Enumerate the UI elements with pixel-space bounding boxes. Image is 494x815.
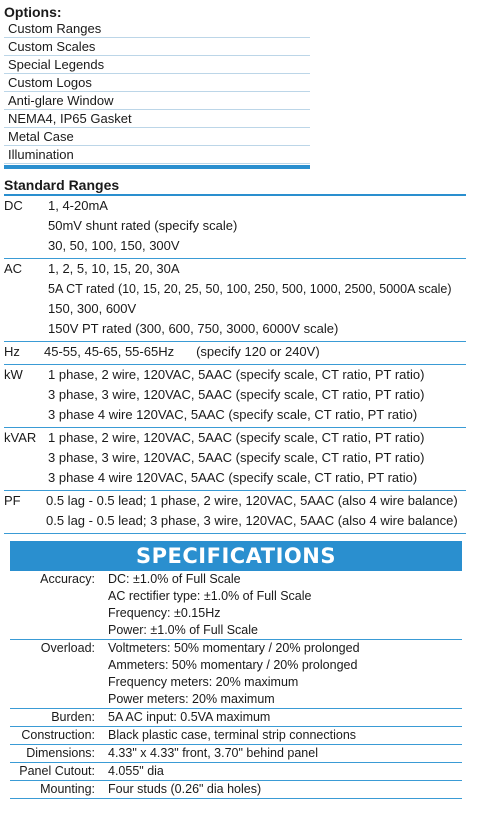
spec-row-construction [10, 727, 462, 745]
spec-label: Mounting: [40, 782, 95, 796]
spec-value: Four studs (0.26" dia holes) [108, 782, 262, 796]
spec-value: Black plastic case, terminal strip connections [108, 728, 357, 742]
spec-label: Burden: [51, 710, 95, 724]
specifications-title: SPECIFICATIONS [10, 541, 462, 571]
range-group-kvar [4, 428, 466, 491]
range-label: AC [4, 261, 23, 276]
range-label: DC [4, 198, 23, 213]
spec-value: Power meters: 20% maximum [108, 692, 275, 706]
spec-value: DC: ±1.0% of Full Scale [108, 572, 241, 586]
range-note: (specify 120 or 240V) [196, 344, 320, 359]
standard-ranges-title: Standard Ranges [4, 177, 120, 193]
range-value: 1, 4-20mA [48, 198, 108, 213]
range-value: 150, 300, 600V [48, 301, 137, 316]
range-group-hz [4, 342, 466, 365]
spec-label: Panel Cutout: [19, 764, 95, 778]
range-value: 150V PT rated (300, 600, 750, 3000, 6000V scale) [48, 321, 339, 336]
option-item: Custom Logos [4, 74, 310, 92]
spec-value: 5A AC input: 0.5VA maximum [108, 710, 271, 724]
option-item: NEMA4, IP65 Gasket [4, 110, 310, 128]
option-item: Special Legends [4, 56, 310, 74]
range-value: 5A CT rated (10, 15, 20, 25, 50, 100, 250, 500, 1000, 2500, 5000A scale) [48, 282, 452, 296]
options-divider [4, 165, 310, 169]
range-value: 45-55, 45-65, 55-65Hz [44, 344, 175, 359]
spec-row-mounting [10, 781, 462, 799]
spec-label: Dimensions: [26, 746, 95, 760]
range-group-kw [4, 365, 466, 428]
range-value: 1, 2, 5, 10, 15, 20, 30A [48, 261, 180, 276]
spec-value: 4.33" x 4.33" front, 3.70" behind panel [108, 746, 318, 760]
spec-label: Overload: [40, 641, 95, 655]
range-group-ac [4, 259, 466, 342]
spec-value: AC rectifier type: ±1.0% of Full Scale [108, 589, 312, 603]
range-value: 3 phase, 3 wire, 120VAC, 5AAC (specify scale, CT ratio, PT ratio) [48, 450, 425, 465]
spec-value: 4.055" dia [108, 764, 164, 778]
spec-row-overload [10, 640, 462, 709]
spec-value: Ammeters: 50% momentary / 20% prolonged [108, 658, 358, 672]
option-item: Custom Scales [4, 38, 310, 56]
option-item: Illumination [4, 146, 310, 164]
spec-row-dimensions [10, 745, 462, 763]
option-item: Anti-glare Window [4, 92, 310, 110]
spec-row-panel-cutout [10, 763, 462, 781]
range-label: PF [4, 493, 21, 508]
spec-row-accuracy [10, 571, 462, 640]
spec-value: Power: ±1.0% of Full Scale [108, 623, 258, 637]
spec-value: Voltmeters: 50% momentary / 20% prolonged [108, 641, 360, 655]
range-group-dc [4, 194, 466, 259]
range-value: 1 phase, 2 wire, 120VAC, 5AAC (specify scale, CT ratio, PT ratio) [48, 367, 425, 382]
spec-row-burden [10, 709, 462, 727]
range-value: 0.5 lag - 0.5 lead; 1 phase, 2 wire, 120VAC, 5AAC (also 4 wire balance) [46, 493, 458, 508]
spec-value: Frequency: ±0.15Hz [108, 606, 221, 620]
range-value: 0.5 lag - 0.5 lead; 3 phase, 3 wire, 120VAC, 5AAC (also 4 wire balance) [46, 513, 458, 528]
range-value: 30, 50, 100, 150, 300V [48, 238, 180, 253]
standard-ranges-section [4, 177, 466, 534]
spec-value: Frequency meters: 20% maximum [108, 675, 299, 689]
option-item: Metal Case [4, 128, 310, 146]
range-value: 50mV shunt rated (specify scale) [48, 218, 238, 233]
range-label: kVAR [4, 430, 37, 445]
range-value: 3 phase, 3 wire, 120VAC, 5AAC (specify scale, CT ratio, PT ratio) [48, 387, 425, 402]
range-value: 3 phase 4 wire 120VAC, 5AAC (specify scale, CT ratio, PT ratio) [48, 407, 418, 422]
option-item: Custom Ranges [4, 20, 310, 38]
options-title: Options: [4, 4, 62, 20]
range-group-pf [4, 491, 466, 534]
range-value: 1 phase, 2 wire, 120VAC, 5AAC (specify scale, CT ratio, PT ratio) [48, 430, 425, 445]
options-section [4, 4, 310, 169]
spec-label: Construction: [21, 728, 95, 742]
range-label: Hz [4, 344, 20, 359]
specifications-section [10, 541, 462, 799]
range-label: kW [4, 367, 23, 382]
range-value: 3 phase 4 wire 120VAC, 5AAC (specify scale, CT ratio, PT ratio) [48, 470, 418, 485]
spec-label: Accuracy: [40, 572, 95, 586]
